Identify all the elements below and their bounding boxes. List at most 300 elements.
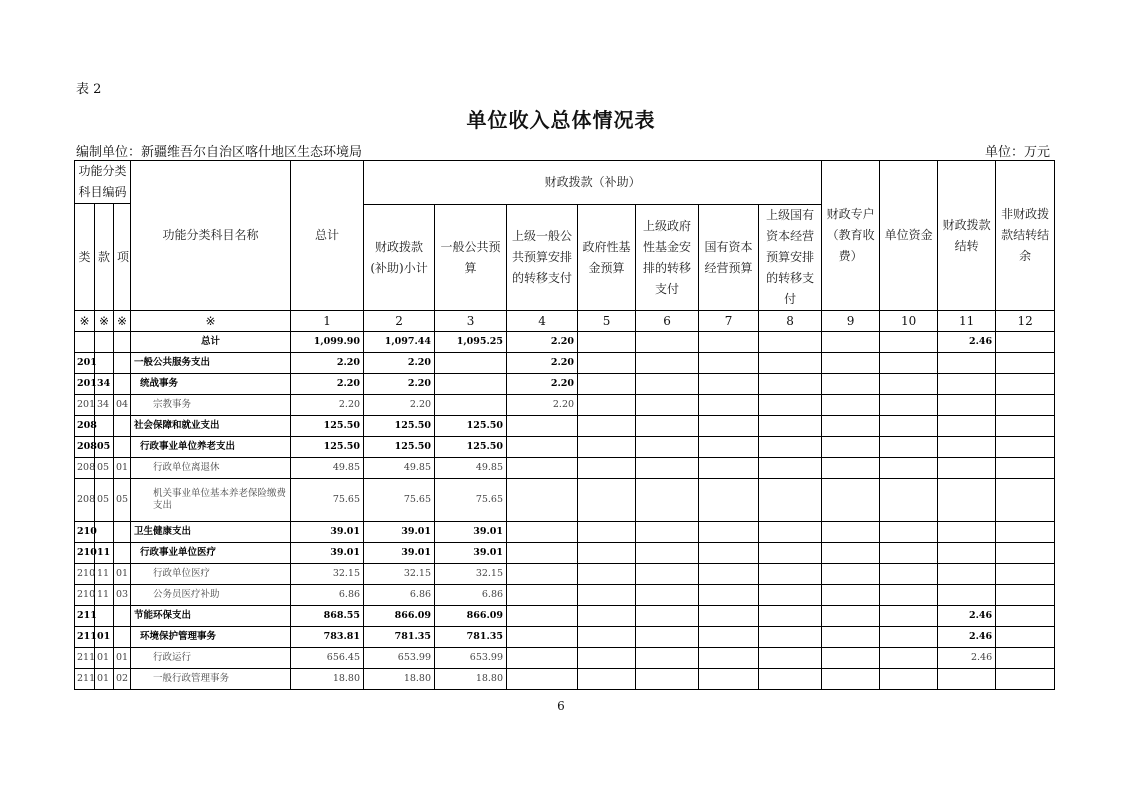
table-row: [75, 374, 1055, 395]
value-cell-c10: [880, 395, 938, 416]
currency-unit: 单位：万元: [984, 145, 1050, 160]
value-cell-c12: [996, 564, 1055, 585]
value-cell-c7: [699, 669, 759, 690]
code-cell-kuan: [95, 416, 114, 437]
code-cell-lei: 201: [75, 374, 95, 395]
value-cell-c2: 75.65: [364, 479, 435, 522]
value-cell-c5: [578, 585, 636, 606]
value-cell-c8: [759, 458, 822, 479]
value-cell-c3: 49.85: [435, 458, 507, 479]
value-cell-c4: [507, 585, 578, 606]
table-body: [75, 332, 1055, 690]
mark-cell: ※: [75, 311, 95, 332]
value-cell-c9: [822, 585, 880, 606]
value-cell-c6: [636, 353, 699, 374]
header-c2: 财政拨款(补助)小计: [364, 205, 435, 311]
value-cell-c11: [938, 437, 996, 458]
value-cell-c6: [636, 543, 699, 564]
value-cell-c6: [636, 627, 699, 648]
value-cell-c3: 32.15: [435, 564, 507, 585]
code-cell-lei: 211: [75, 669, 95, 690]
value-cell-c9: [822, 606, 880, 627]
code-cell-lei: 208: [75, 479, 95, 522]
value-cell-c5: [578, 627, 636, 648]
value-cell-c10: [880, 332, 938, 353]
value-cell-total: 39.01: [291, 522, 364, 543]
value-cell-c5: [578, 353, 636, 374]
item-name-cell: 节能环保支出: [131, 606, 291, 627]
value-cell-c10: [880, 564, 938, 585]
value-cell-c2: 781.35: [364, 627, 435, 648]
value-cell-c5: [578, 669, 636, 690]
header-c8: 上级国有资本经营预算安排的转移支付: [759, 205, 822, 311]
value-cell-c12: [996, 543, 1055, 564]
item-name-cell: 行政单位离退休: [131, 458, 291, 479]
code-cell-xiang: [114, 416, 131, 437]
value-cell-c7: [699, 585, 759, 606]
value-cell-c5: [578, 564, 636, 585]
column-number: 3: [435, 311, 507, 332]
value-cell-c8: [759, 395, 822, 416]
column-number: 2: [364, 311, 435, 332]
value-cell-c5: [578, 522, 636, 543]
value-cell-c10: [880, 374, 938, 395]
value-cell-c6: [636, 479, 699, 522]
value-cell-c12: [996, 353, 1055, 374]
value-cell-c7: [699, 564, 759, 585]
value-cell-c2: 2.20: [364, 395, 435, 416]
value-cell-c4: 2.20: [507, 374, 578, 395]
value-cell-c4: 2.20: [507, 353, 578, 374]
value-cell-c6: [636, 606, 699, 627]
value-cell-c11: [938, 522, 996, 543]
value-cell-c11: 2.46: [938, 648, 996, 669]
item-name-cell: 总计: [131, 332, 291, 353]
mark-cell: ※: [95, 311, 114, 332]
value-cell-c11: 2.46: [938, 627, 996, 648]
code-cell-lei: 208: [75, 437, 95, 458]
value-cell-c12: [996, 458, 1055, 479]
code-cell-kuan: 34: [95, 374, 114, 395]
item-name-cell: 一般公共服务支出: [131, 353, 291, 374]
code-cell-lei: 211: [75, 606, 95, 627]
value-cell-c7: [699, 648, 759, 669]
column-number: 11: [938, 311, 996, 332]
table-row: [75, 332, 1055, 353]
code-cell-lei: 210: [75, 585, 95, 606]
code-cell-lei: 210: [75, 564, 95, 585]
value-cell-c10: [880, 479, 938, 522]
value-cell-c11: [938, 669, 996, 690]
table-row: [75, 479, 1055, 522]
item-name-cell: 宗教事务: [131, 395, 291, 416]
item-name-cell: 行政事业单位医疗: [131, 543, 291, 564]
header-c7: 国有资本经营预算: [699, 205, 759, 311]
value-cell-c8: [759, 353, 822, 374]
value-cell-c3: 18.80: [435, 669, 507, 690]
mark-cell: ※: [131, 311, 291, 332]
value-cell-c12: [996, 374, 1055, 395]
value-cell-c4: [507, 458, 578, 479]
value-cell-c9: [822, 479, 880, 522]
mark-cell: ※: [114, 311, 131, 332]
value-cell-c3: 39.01: [435, 522, 507, 543]
value-cell-c11: [938, 395, 996, 416]
value-cell-c12: [996, 332, 1055, 353]
value-cell-c7: [699, 353, 759, 374]
code-cell-xiang: 01: [114, 564, 131, 585]
value-cell-c12: [996, 522, 1055, 543]
value-cell-c11: [938, 458, 996, 479]
value-cell-c11: [938, 585, 996, 606]
value-cell-c4: [507, 606, 578, 627]
column-number: 10: [880, 311, 938, 332]
item-name-cell: 公务员医疗补助: [131, 585, 291, 606]
value-cell-c8: [759, 374, 822, 395]
column-number: 6: [636, 311, 699, 332]
value-cell-c6: [636, 564, 699, 585]
value-cell-total: 39.01: [291, 543, 364, 564]
table-row: [75, 627, 1055, 648]
value-cell-c6: [636, 648, 699, 669]
header-xiang: 项: [114, 204, 131, 311]
header-fiscal-group: 财政拨款（补助）: [364, 161, 822, 205]
value-cell-c5: [578, 606, 636, 627]
value-cell-c9: [822, 416, 880, 437]
code-cell-xiang: [114, 522, 131, 543]
value-cell-c8: [759, 543, 822, 564]
item-name-cell: 行政运行: [131, 648, 291, 669]
column-number: 5: [578, 311, 636, 332]
value-cell-c5: [578, 458, 636, 479]
value-cell-c2: 39.01: [364, 522, 435, 543]
value-cell-total: 125.50: [291, 416, 364, 437]
value-cell-c3: [435, 395, 507, 416]
code-cell-xiang: 02: [114, 669, 131, 690]
value-cell-c4: [507, 648, 578, 669]
code-cell-kuan: 01: [95, 648, 114, 669]
code-cell-lei: [75, 332, 95, 353]
code-cell-lei: 210: [75, 522, 95, 543]
value-cell-c7: [699, 606, 759, 627]
value-cell-c7: [699, 479, 759, 522]
value-cell-c12: [996, 606, 1055, 627]
item-name-cell: 统战事务: [131, 374, 291, 395]
header-lei: 类: [75, 204, 95, 311]
code-cell-xiang: 01: [114, 648, 131, 669]
code-cell-lei: 208: [75, 458, 95, 479]
value-cell-c4: [507, 669, 578, 690]
header-c6: 上级政府性基金安排的转移支付: [636, 205, 699, 311]
value-cell-c2: 125.50: [364, 437, 435, 458]
value-cell-c5: [578, 395, 636, 416]
value-cell-c11: [938, 564, 996, 585]
value-cell-c10: [880, 606, 938, 627]
value-cell-c4: 2.20: [507, 395, 578, 416]
value-cell-c6: [636, 437, 699, 458]
income-summary-table: [74, 160, 1055, 690]
value-cell-total: 2.20: [291, 395, 364, 416]
value-cell-c9: [822, 353, 880, 374]
value-cell-c12: [996, 585, 1055, 606]
value-cell-c5: [578, 648, 636, 669]
code-cell-xiang: 01: [114, 458, 131, 479]
value-cell-c9: [822, 437, 880, 458]
table-row: [75, 395, 1055, 416]
header-c11: 财政拨款结转: [938, 161, 996, 311]
value-cell-c7: [699, 458, 759, 479]
item-name-cell: 行政单位医疗: [131, 564, 291, 585]
code-cell-xiang: 03: [114, 585, 131, 606]
value-cell-c3: 125.50: [435, 416, 507, 437]
value-cell-c10: [880, 585, 938, 606]
code-cell-kuan: 01: [95, 669, 114, 690]
code-cell-kuan: [95, 522, 114, 543]
table-row: [75, 522, 1055, 543]
value-cell-c5: [578, 332, 636, 353]
value-cell-total: 868.55: [291, 606, 364, 627]
value-cell-c12: [996, 479, 1055, 522]
value-cell-c9: [822, 522, 880, 543]
value-cell-c2: 6.86: [364, 585, 435, 606]
value-cell-c2: 653.99: [364, 648, 435, 669]
table-row: [75, 416, 1055, 437]
value-cell-c2: 39.01: [364, 543, 435, 564]
code-cell-kuan: 05: [95, 437, 114, 458]
value-cell-c7: [699, 332, 759, 353]
header-c10: 单位资金: [880, 161, 938, 311]
value-cell-c2: 2.20: [364, 353, 435, 374]
header-total: 总计: [291, 161, 364, 311]
value-cell-total: 49.85: [291, 458, 364, 479]
item-name-cell: 卫生健康支出: [131, 522, 291, 543]
value-cell-c10: [880, 416, 938, 437]
value-cell-c2: 125.50: [364, 416, 435, 437]
value-cell-c8: [759, 479, 822, 522]
column-number: 12: [996, 311, 1055, 332]
value-cell-c3: 866.09: [435, 606, 507, 627]
value-cell-c6: [636, 522, 699, 543]
column-number: 7: [699, 311, 759, 332]
code-cell-kuan: 05: [95, 458, 114, 479]
value-cell-c9: [822, 543, 880, 564]
value-cell-c6: [636, 585, 699, 606]
table-row: [75, 648, 1055, 669]
header-c5: 政府性基金预算: [578, 205, 636, 311]
column-number: 1: [291, 311, 364, 332]
value-cell-c9: [822, 332, 880, 353]
value-cell-c2: 866.09: [364, 606, 435, 627]
value-cell-c5: [578, 374, 636, 395]
value-cell-c9: [822, 395, 880, 416]
code-cell-xiang: [114, 332, 131, 353]
code-cell-lei: 208: [75, 416, 95, 437]
value-cell-c3: 6.86: [435, 585, 507, 606]
value-cell-c8: [759, 585, 822, 606]
code-cell-lei: 201: [75, 395, 95, 416]
table-row: [75, 606, 1055, 627]
header-func-code: 功能分类科目编码: [75, 161, 131, 204]
column-number: 4: [507, 311, 578, 332]
table-row: [75, 543, 1055, 564]
code-cell-xiang: [114, 437, 131, 458]
code-cell-lei: 211: [75, 648, 95, 669]
value-cell-c9: [822, 648, 880, 669]
value-cell-c12: [996, 627, 1055, 648]
value-cell-total: 2.20: [291, 353, 364, 374]
code-cell-kuan: 01: [95, 627, 114, 648]
value-cell-c8: [759, 416, 822, 437]
value-cell-c12: [996, 416, 1055, 437]
code-cell-kuan: 11: [95, 585, 114, 606]
value-cell-total: 6.86: [291, 585, 364, 606]
value-cell-c10: [880, 669, 938, 690]
value-cell-c10: [880, 458, 938, 479]
value-cell-c10: [880, 627, 938, 648]
value-cell-c12: [996, 395, 1055, 416]
code-cell-kuan: 05: [95, 479, 114, 522]
value-cell-c10: [880, 437, 938, 458]
code-cell-xiang: 05: [114, 479, 131, 522]
value-cell-total: 1,099.90: [291, 332, 364, 353]
item-name-cell: 行政事业单位养老支出: [131, 437, 291, 458]
value-cell-c12: [996, 669, 1055, 690]
header-c9: 财政专户（教育收费）: [822, 161, 880, 311]
compiling-unit: 编制单位：新疆维吾尔自治区喀什地区生态环境局: [76, 145, 363, 160]
value-cell-total: 18.80: [291, 669, 364, 690]
value-cell-c11: 2.46: [938, 332, 996, 353]
value-cell-c10: [880, 353, 938, 374]
value-cell-total: 783.81: [291, 627, 364, 648]
code-cell-kuan: 11: [95, 543, 114, 564]
header-kuan: 款: [95, 204, 114, 311]
value-cell-c3: [435, 374, 507, 395]
value-cell-c4: [507, 416, 578, 437]
page-number: 6: [557, 699, 565, 713]
item-name-cell: 环境保护管理事务: [131, 627, 291, 648]
code-cell-lei: 201: [75, 353, 95, 374]
value-cell-c11: [938, 543, 996, 564]
value-cell-c2: 32.15: [364, 564, 435, 585]
value-cell-c7: [699, 522, 759, 543]
value-cell-total: 2.20: [291, 374, 364, 395]
value-cell-c9: [822, 458, 880, 479]
value-cell-c9: [822, 627, 880, 648]
table-row: [75, 353, 1055, 374]
value-cell-c2: 1,097.44: [364, 332, 435, 353]
value-cell-c4: [507, 479, 578, 522]
value-cell-c3: 125.50: [435, 437, 507, 458]
value-cell-c3: 39.01: [435, 543, 507, 564]
code-cell-kuan: [95, 353, 114, 374]
header-c3: 一般公共预算: [435, 205, 507, 311]
value-cell-c11: [938, 479, 996, 522]
value-cell-c7: [699, 374, 759, 395]
value-cell-c10: [880, 522, 938, 543]
table-row: [75, 564, 1055, 585]
value-cell-c8: [759, 627, 822, 648]
value-cell-c8: [759, 332, 822, 353]
table-row: [75, 669, 1055, 690]
value-cell-c2: 49.85: [364, 458, 435, 479]
value-cell-c6: [636, 416, 699, 437]
column-number-row: [75, 311, 1055, 332]
value-cell-c12: [996, 648, 1055, 669]
value-cell-c7: [699, 395, 759, 416]
value-cell-c5: [578, 543, 636, 564]
code-cell-kuan: [95, 332, 114, 353]
value-cell-c11: [938, 374, 996, 395]
value-cell-c4: [507, 437, 578, 458]
value-cell-c4: [507, 543, 578, 564]
value-cell-c3: 1,095.25: [435, 332, 507, 353]
table-number: 表 2: [76, 82, 102, 97]
value-cell-c2: 18.80: [364, 669, 435, 690]
value-cell-c3: 653.99: [435, 648, 507, 669]
value-cell-total: 125.50: [291, 437, 364, 458]
table-row: [75, 458, 1055, 479]
header-c4: 上级一般公共预算安排的转移支付: [507, 205, 578, 311]
value-cell-c7: [699, 437, 759, 458]
value-cell-c3: 781.35: [435, 627, 507, 648]
value-cell-c4: [507, 627, 578, 648]
value-cell-c4: [507, 522, 578, 543]
value-cell-c6: [636, 395, 699, 416]
value-cell-total: 32.15: [291, 564, 364, 585]
value-cell-c9: [822, 374, 880, 395]
code-cell-kuan: 11: [95, 564, 114, 585]
value-cell-c6: [636, 458, 699, 479]
item-name-cell: 机关事业单位基本养老保险缴费支出: [131, 479, 291, 522]
value-cell-total: 656.45: [291, 648, 364, 669]
code-cell-kuan: 34: [95, 395, 114, 416]
value-cell-c8: [759, 648, 822, 669]
code-cell-lei: 210: [75, 543, 95, 564]
value-cell-c9: [822, 564, 880, 585]
value-cell-c6: [636, 332, 699, 353]
code-cell-lei: 211: [75, 627, 95, 648]
value-cell-c3: [435, 353, 507, 374]
value-cell-c8: [759, 669, 822, 690]
value-cell-c5: [578, 416, 636, 437]
value-cell-c3: 75.65: [435, 479, 507, 522]
code-cell-xiang: [114, 353, 131, 374]
code-cell-xiang: [114, 606, 131, 627]
value-cell-c8: [759, 522, 822, 543]
header-c12: 非财政拨款结转结余: [996, 161, 1055, 311]
value-cell-c7: [699, 543, 759, 564]
value-cell-c6: [636, 374, 699, 395]
value-cell-c2: 2.20: [364, 374, 435, 395]
item-name-cell: 社会保障和就业支出: [131, 416, 291, 437]
value-cell-c5: [578, 437, 636, 458]
code-cell-xiang: 04: [114, 395, 131, 416]
table-row: [75, 437, 1055, 458]
value-cell-c8: [759, 437, 822, 458]
value-cell-c6: [636, 669, 699, 690]
column-number: 8: [759, 311, 822, 332]
value-cell-c8: [759, 606, 822, 627]
code-cell-kuan: [95, 606, 114, 627]
document-title: 单位收入总体情况表: [466, 108, 656, 132]
value-cell-c10: [880, 648, 938, 669]
code-cell-xiang: [114, 374, 131, 395]
header-name: 功能分类科目名称: [131, 161, 291, 311]
table-row: [75, 585, 1055, 606]
item-name-cell: 一般行政管理事务: [131, 669, 291, 690]
code-cell-xiang: [114, 627, 131, 648]
value-cell-c4: 2.20: [507, 332, 578, 353]
